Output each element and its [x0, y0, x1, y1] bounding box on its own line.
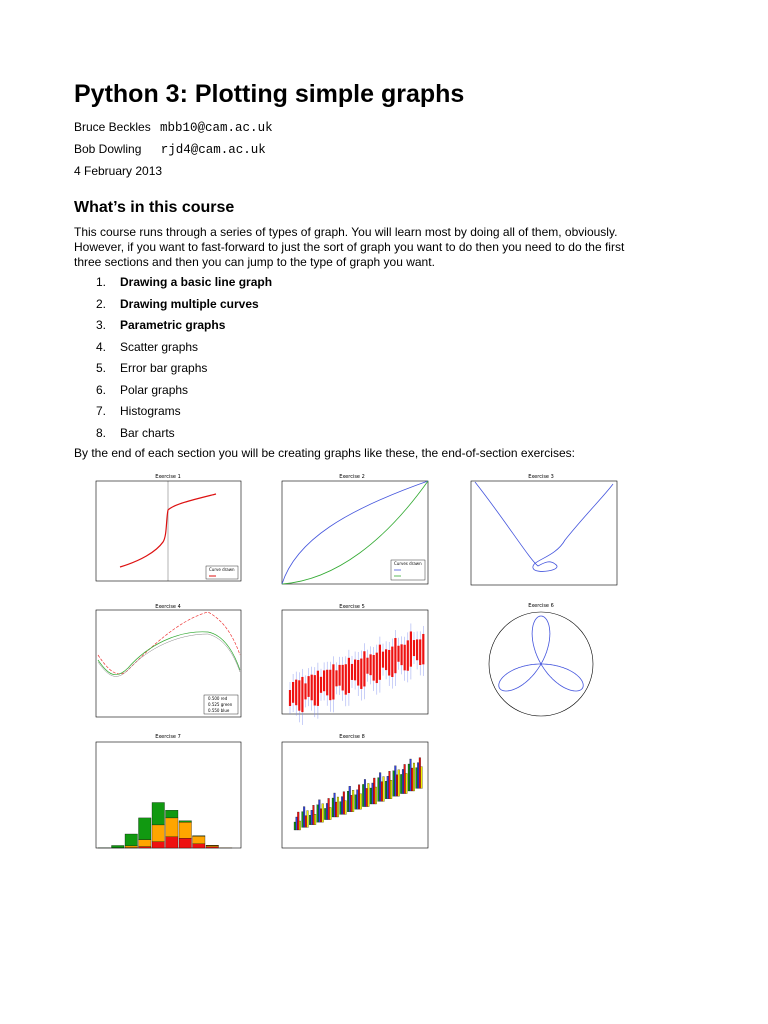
error-bar-box: [407, 640, 409, 670]
section-heading: What’s in this course: [74, 199, 235, 216]
bar: [347, 791, 349, 812]
bar: [375, 787, 377, 804]
bar: [372, 783, 374, 804]
error-bar-box: [301, 677, 303, 712]
bar: [328, 798, 330, 819]
histogram-bar: [166, 810, 179, 818]
list-item: [96, 317, 272, 339]
error-bar-box: [363, 651, 365, 686]
author-name: Bob Dowling: [74, 142, 142, 156]
bar: [324, 808, 326, 819]
author-line: [74, 142, 266, 157]
legend-title: Curves drawn: [394, 561, 422, 566]
bar: [366, 788, 368, 806]
bar: [398, 770, 400, 796]
bar: [322, 804, 324, 822]
exercise-1-thumbnail: [78, 470, 250, 595]
error-bar-box: [401, 644, 403, 665]
list-item: [96, 274, 272, 296]
list-number: 2.: [96, 296, 107, 311]
bar: [410, 759, 412, 791]
error-bar-box: [422, 634, 424, 664]
exercise-8-thumbnail: [266, 730, 438, 855]
list-item: [96, 339, 272, 361]
histogram-bar: [152, 842, 165, 848]
bar: [416, 768, 418, 789]
histogram-bar: [139, 847, 152, 848]
error-bar-box: [335, 670, 337, 686]
bar: [326, 803, 328, 819]
bar: [352, 790, 354, 812]
list-number: 5.: [96, 361, 107, 375]
list-item: [96, 425, 272, 447]
histogram-bar: [193, 844, 206, 848]
thumbnail-title: Exercise 3: [528, 474, 554, 480]
error-bar-box: [404, 645, 406, 671]
bar: [296, 817, 298, 830]
error-bar-box: [320, 677, 322, 693]
exercise-2-thumbnail: [266, 470, 438, 595]
error-bar-box: [304, 683, 306, 699]
list-item: [96, 382, 272, 404]
error-bar-box: [376, 653, 378, 683]
error-bar-box: [342, 665, 344, 691]
error-bar-box: [298, 680, 300, 710]
bar: [383, 777, 385, 802]
list-label: Polar graphs: [120, 382, 189, 397]
list-number: 3.: [96, 318, 107, 332]
bar: [311, 810, 313, 825]
exercise-6-thumbnail: [455, 600, 627, 725]
bar: [393, 771, 395, 796]
bar: [334, 793, 336, 817]
page-title: Python 3: Plotting simple graphs: [74, 80, 465, 108]
bar: [314, 814, 316, 825]
histogram-bar: [139, 818, 152, 840]
bar: [299, 821, 301, 830]
error-bar-box: [379, 645, 381, 680]
list-item: [96, 403, 272, 425]
list-item: [96, 360, 272, 382]
bar: [373, 778, 375, 804]
bar: [360, 794, 362, 809]
histogram-bar: [125, 834, 138, 846]
bar: [317, 805, 319, 822]
bar: [362, 784, 364, 806]
bar: [309, 815, 311, 825]
error-bar-box: [385, 649, 387, 670]
bar: [351, 795, 353, 812]
bar: [413, 763, 415, 791]
thumbnail-title: Exercise 5: [339, 604, 365, 610]
exercise-5-thumbnail: [266, 600, 438, 725]
histogram-bar: [166, 837, 179, 848]
author-line: [74, 120, 273, 135]
section-list: [96, 274, 272, 446]
bar: [379, 773, 381, 802]
bar: [358, 785, 360, 809]
bar: [330, 807, 332, 819]
error-bar-box: [289, 690, 291, 706]
bar: [390, 780, 392, 799]
error-bar-box: [388, 650, 390, 676]
bar: [305, 816, 307, 828]
error-bar-box: [339, 665, 341, 686]
error-bar-box: [292, 682, 294, 703]
bar: [417, 763, 419, 789]
author-email[interactable]: rjd4@cam.ac.uk: [160, 143, 266, 157]
bar: [335, 802, 337, 817]
list-label: Error bar graphs: [120, 361, 208, 375]
error-bar-box: [314, 675, 316, 705]
bar: [408, 764, 410, 791]
list-number: 4.: [96, 339, 107, 354]
bar: [421, 767, 423, 789]
bar: [357, 790, 359, 809]
error-bar-box: [413, 640, 415, 656]
bar: [355, 795, 357, 809]
error-bar-box: [373, 655, 375, 681]
bar: [345, 801, 347, 815]
list-number: 6.: [96, 382, 107, 397]
list-item: [96, 296, 272, 318]
error-bar-box: [317, 671, 319, 706]
histogram-bar: [152, 803, 165, 825]
histogram-bar: [206, 845, 219, 846]
error-bar-box: [410, 631, 412, 666]
bar: [385, 781, 387, 799]
histogram-bar: [139, 840, 152, 847]
thumbnail-title: Exercise 8: [339, 734, 365, 740]
bar: [378, 778, 380, 802]
bar: [396, 775, 398, 796]
bar: [404, 764, 406, 793]
bar: [303, 807, 305, 828]
legend-entry: 0.550 blue: [208, 708, 230, 713]
intro-line: However, if you want to fast-forward to just the sort of graph you want to do then you need to do the first: [74, 240, 625, 254]
error-bar-box: [329, 670, 331, 700]
bar: [337, 797, 339, 817]
histogram-bar: [125, 846, 138, 848]
list-number: 1.: [96, 275, 107, 289]
bar: [294, 822, 296, 830]
bar: [302, 812, 304, 828]
bar: [320, 809, 322, 822]
intro-line: three sections and then you can jump to the type of graph you want.: [74, 255, 435, 269]
histogram-bar: [112, 845, 125, 847]
bar: [395, 766, 397, 796]
histogram-bar: [206, 847, 219, 848]
list-label: Histograms: [120, 404, 181, 418]
error-bar-box: [332, 664, 334, 699]
error-bar-box: [382, 652, 384, 668]
histogram-bar: [166, 818, 179, 837]
bar: [341, 797, 343, 815]
list-label: Parametric graphs: [120, 318, 226, 332]
error-bar-box: [391, 647, 393, 677]
error-bar-box: [308, 676, 310, 697]
error-bar-box: [416, 639, 418, 660]
list-label: Drawing a basic line graph: [120, 275, 273, 289]
thumbnail-title: Exercise 6: [528, 603, 554, 609]
error-bar-box: [370, 654, 372, 675]
bar: [419, 758, 421, 789]
histogram-bar: [179, 822, 192, 838]
thumbnail-title: Exercise 7: [155, 734, 181, 740]
list-number: 8.: [96, 425, 107, 440]
error-bar-box: [348, 658, 350, 693]
bar: [402, 769, 404, 793]
bar: [340, 802, 342, 815]
list-label: Drawing multiple curves: [120, 296, 259, 311]
histogram-bar: [152, 825, 165, 842]
list-label: Scatter graphs: [120, 339, 199, 354]
bar: [319, 800, 321, 822]
list-number: 7.: [96, 404, 107, 418]
histogram-bar: [179, 838, 192, 848]
error-bar-box: [295, 680, 297, 706]
error-bar-box: [394, 638, 396, 673]
legend-title: Curve drawn: [209, 567, 235, 572]
error-bar-box: [323, 670, 325, 691]
plot-frame: [471, 481, 617, 585]
bar: [307, 811, 309, 828]
exercise-3-thumbnail: [455, 470, 627, 595]
histogram-bar: [193, 836, 206, 844]
error-bar-box: [311, 675, 313, 701]
bar: [364, 779, 366, 806]
thumbnail-title: Exercise 4: [155, 604, 181, 610]
bar: [313, 805, 315, 825]
list-label: Bar charts: [120, 425, 175, 440]
bar: [332, 798, 334, 817]
error-bar-box: [366, 658, 368, 674]
thumbnail-title: Exercise 1: [155, 474, 181, 480]
error-bar-box: [354, 660, 356, 681]
bar: [370, 788, 372, 804]
error-bar-box: [351, 664, 353, 680]
intro-line: This course runs through a series of types of graph. You will learn most by doing all of them, obviously.: [74, 225, 618, 239]
error-bar-box: [326, 670, 328, 696]
error-bar-box: [419, 639, 421, 665]
bar: [400, 774, 402, 793]
bar: [349, 786, 351, 812]
error-bar-box: [345, 664, 347, 694]
author-name: Bruce Beckles: [74, 120, 151, 134]
exercise-7-thumbnail: [78, 730, 250, 855]
bar: [406, 773, 408, 793]
legend-entry: 0.525 green: [208, 702, 233, 707]
histogram-bar: [179, 821, 192, 822]
bar: [387, 776, 389, 799]
error-bar-box: [397, 646, 399, 662]
document-date: 4 February 2013: [74, 164, 163, 178]
bar: [368, 783, 370, 806]
intro-paragraph: [74, 225, 674, 270]
error-bar-box: [360, 659, 362, 689]
bar: [411, 768, 413, 791]
exercises-intro: By the end of each section you will be creating graphs like these, the end-of-section exercises:: [74, 446, 575, 460]
bar: [297, 812, 299, 830]
legend-entry: 0.500 red: [208, 696, 228, 701]
exercise-4-thumbnail: [78, 600, 250, 725]
thumbnail-title: Exercise 2: [339, 474, 365, 480]
bar: [389, 771, 391, 799]
bar: [343, 792, 345, 815]
bar: [381, 782, 383, 802]
author-email[interactable]: mbb10@cam.ac.uk: [160, 121, 273, 135]
error-bar-box: [357, 660, 359, 686]
